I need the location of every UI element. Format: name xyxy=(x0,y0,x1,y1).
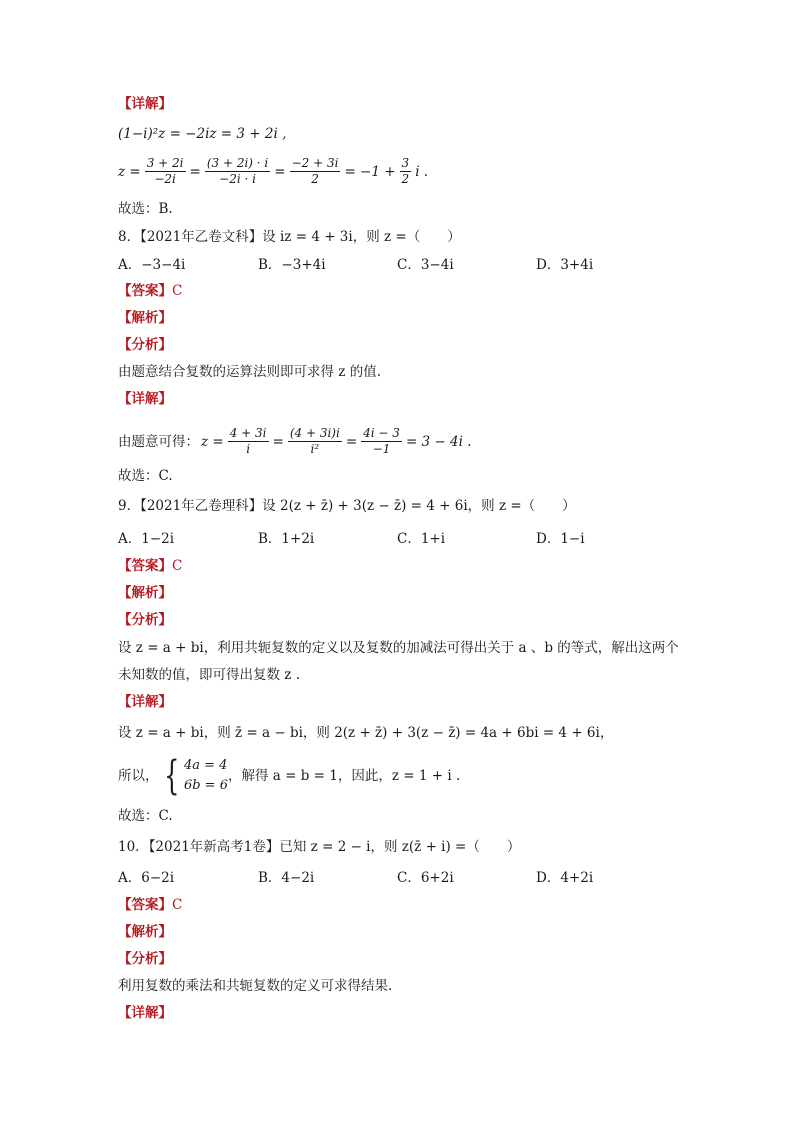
answer-line: 【答案】C xyxy=(118,283,183,299)
option-a: A．6−2i xyxy=(118,870,175,886)
eq-prefix: z = xyxy=(118,163,141,180)
equation-system: { 4a = 4 6b = 6 xyxy=(163,753,228,799)
question-10-stem: 10．【2021年新高考1卷】已知 z = 2 − i，则 z(z̄ + i) =（ ） xyxy=(118,839,521,855)
analysis-heading: 【解析】 xyxy=(118,585,172,601)
option-a: A．1−2i xyxy=(118,531,175,547)
conclusion: 故选：C. xyxy=(118,808,173,824)
analysis-text: 未知数的值，即可得出复数 z . xyxy=(118,667,300,683)
option-d: D．3+4i xyxy=(536,257,594,273)
detail-heading: 【详解】 xyxy=(118,96,172,112)
option-a: A．−3−4i xyxy=(118,257,186,273)
conclusion: 故选：B. xyxy=(118,201,173,217)
eq-tail: = −1 + xyxy=(344,163,396,180)
fraction: $\frac{4i - 3}{-1}$ xyxy=(363,426,400,456)
fenxi-heading: 【分析】 xyxy=(118,951,172,967)
option-c: C．6+2i xyxy=(397,870,454,886)
detail-equation: 由题意可得： z = $\frac{4 + 3i}{i}$ = $\frac{(4 + 3i)i}{\text{i²}}$ = $\frac{4i - 3}{-1}$ = 3 − 4i . xyxy=(118,426,472,456)
analysis-heading: 【解析】 xyxy=(118,310,172,326)
question-9-stem: 9．【2021年乙卷理科】设 2(z + z̄) + 3(z − z̄) = 4 + 6i，则 z =（ ） xyxy=(118,498,576,514)
system-line: 所以， { 4a = 4 6b = 6 ，解得 a = b = 1，因此，z = 1 + i . xyxy=(118,753,461,799)
option-c: C．3−4i xyxy=(397,257,454,273)
option-d: D．4+2i xyxy=(536,870,594,886)
fraction: $\frac{(4 + 3i)i}{\text{i²}}$ xyxy=(289,426,340,456)
option-b: B．4−2i xyxy=(258,870,315,886)
detail-heading: 【详解】 xyxy=(118,391,172,407)
fraction: $\frac{3 + 2i}{-2i}$ xyxy=(146,156,184,186)
fenxi-heading: 【分析】 xyxy=(118,337,172,353)
answer-line: 【答案】C xyxy=(118,897,183,913)
fraction: $\frac{4 + 3i}{i}$ xyxy=(229,426,267,456)
equation-fractions: z = $\frac{3 + 2i}{-2i}$ = $\frac{(3 + 2i) \cdot i}{-2i \cdot i}$ = $\frac{-2 + 3i}{2}$ = −1 + $\frac{3}{2}$ i . xyxy=(118,156,429,186)
detail-heading: 【详解】 xyxy=(118,1005,172,1021)
analysis-heading: 【解析】 xyxy=(118,924,172,940)
fenxi-heading: 【分析】 xyxy=(118,612,172,628)
eq-end: i . xyxy=(415,163,429,180)
option-c: C．1+i xyxy=(397,531,446,547)
fraction: $\frac{(3 + 2i) \cdot i}{-2i \cdot i}$ xyxy=(206,156,269,186)
analysis-text: 利用复数的乘法和共轭复数的定义可求得结果. xyxy=(118,978,393,994)
detail-text: 设 z = a + bi，则 z̄ = a − bi，则 2(z + z̄) + 3(z − z̄) = 4a + 6bi = 4 + 6i， xyxy=(118,725,614,741)
answer-line: 【答案】C xyxy=(118,558,183,574)
fraction: $\frac{3}{2}$ xyxy=(401,156,410,186)
question-8-stem: 8．【2021年乙卷文科】设 iz = 4 + 3i，则 z =（ ） xyxy=(118,229,461,245)
detail-heading: 【详解】 xyxy=(118,694,172,710)
option-b: B．−3+4i xyxy=(258,257,326,273)
conclusion: 故选：C. xyxy=(118,468,173,484)
option-d: D．1−i xyxy=(536,531,585,547)
analysis-text: 设 z = a + bi，利用共轭复数的定义以及复数的加减法可得出关于 a 、b 的等式，解出这两个 xyxy=(118,640,679,656)
equation-line: (1−i)²z = −2iz = 3 + 2i , xyxy=(118,126,287,142)
fraction: $\frac{-2 + 3i}{2}$ xyxy=(291,156,339,186)
analysis-text: 由题意结合复数的运算法则即可求得 z 的值. xyxy=(118,364,381,380)
option-b: B．1+2i xyxy=(258,531,315,547)
